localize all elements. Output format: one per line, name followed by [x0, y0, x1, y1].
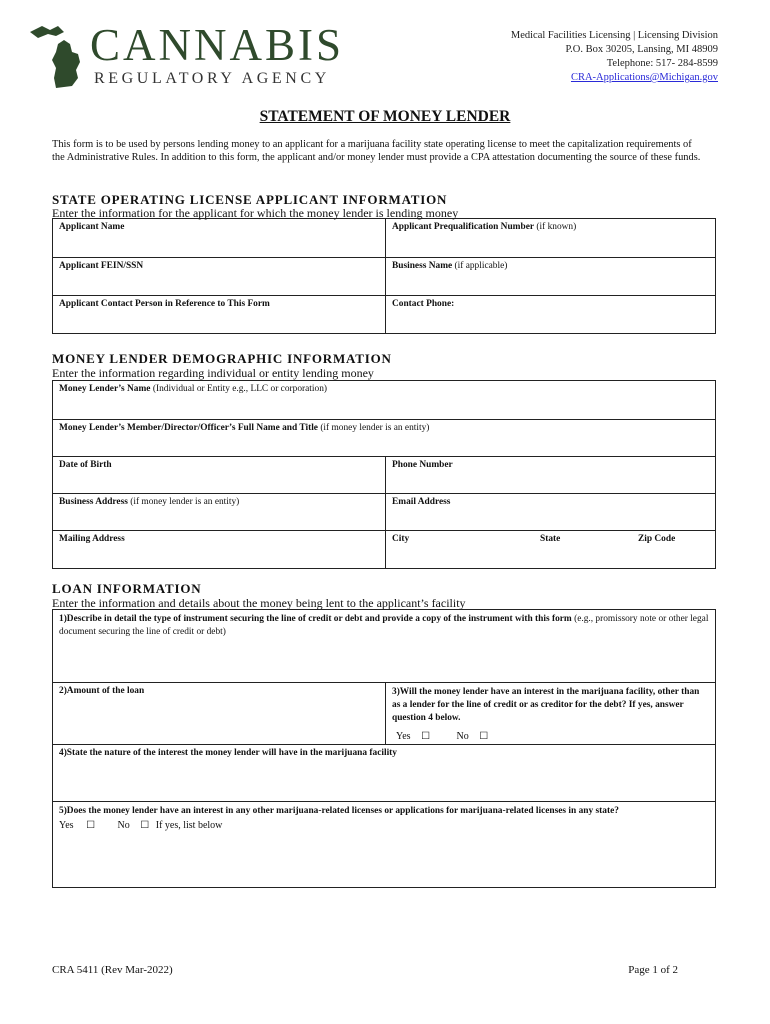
mailing-address-label: Mailing Address [59, 534, 125, 544]
form-number: CRA 5411 (Rev Mar-2022) [52, 964, 173, 976]
page-number: Page 1 of 2 [628, 964, 678, 976]
contact-phone-field[interactable] [385, 296, 715, 333]
email-link[interactable]: CRA-Applications@Michigan.gov [570, 72, 718, 83]
page-title: STATEMENT OF MONEY LENDER [259, 108, 511, 125]
contact-phone-label: Contact Phone: [392, 299, 455, 309]
fein-label: Applicant FEIN/SSN [59, 261, 144, 271]
q3-no-checkbox[interactable]: ☐ [479, 731, 489, 742]
michigan-map-logo-icon [28, 22, 88, 90]
business-name-label: Business Name [392, 261, 453, 271]
dob-label: Date of Birth [59, 460, 112, 470]
lender-name-note: (Individual or Entity e.g., LLC or corporation) [150, 384, 328, 394]
loan-amount-field[interactable] [53, 683, 385, 744]
q2-label: 2)Amount of the loan [59, 686, 145, 696]
q3-options [396, 730, 709, 743]
q5-list-label: If yes, list below [155, 820, 223, 831]
telephone-text: Telephone: 517- 284-8599 [606, 58, 718, 69]
applicant-section-heading: STATE OPERATING LICENSE APPLICANT INFORMATION [52, 192, 448, 207]
loan-info-table [52, 609, 716, 888]
q5-no-checkbox[interactable]: ☐ [140, 820, 150, 831]
state-label: State [540, 534, 561, 544]
q3-no-label: No [456, 731, 469, 742]
prequal-number-field[interactable] [385, 219, 715, 257]
lender-info-table [52, 380, 716, 569]
prequal-label: Applicant Prequalification Number [392, 222, 535, 232]
logo-title: CANNABIS [90, 20, 345, 70]
mailing-address-field[interactable] [53, 531, 385, 568]
q3-yes-label: Yes [396, 731, 411, 742]
applicant-name-field[interactable] [53, 219, 385, 257]
business-address-note: (if money lender is an entity) [127, 497, 240, 507]
city-label: City [392, 534, 410, 544]
business-address-label: Business Address [59, 497, 128, 507]
phone-number-field[interactable] [385, 457, 715, 493]
business-name-field[interactable] [385, 258, 715, 295]
lender-name-field[interactable] [53, 381, 715, 419]
business-address-field[interactable] [53, 494, 385, 530]
q1-label: 1)Describe in detail the type of instrument securing the line of credit or debt and provide a copy of the instrument with this form [59, 614, 572, 624]
lender-member-note: (if money lender is an entity) [317, 423, 430, 433]
email-address-field[interactable] [385, 494, 715, 530]
phone-label: Phone Number [392, 460, 453, 470]
q5-yes-checkbox[interactable]: ☐ [86, 820, 96, 831]
q1-note: (e.g., promissory note or other legal document securing the line of credit or debt) [59, 614, 709, 637]
lender-section-heading: MONEY LENDER DEMOGRAPHIC INFORMATION [52, 351, 392, 366]
zip-code-label: Zip Code [638, 534, 676, 544]
division-text: Medical Facilities Licensing | Licensing Division [510, 30, 718, 41]
instrument-description-field[interactable] [53, 610, 715, 682]
contact-person-field[interactable] [53, 296, 385, 333]
q3-yes-checkbox[interactable]: ☐ [421, 731, 431, 742]
loan-section-description: Enter the information and details about the money being lent to the applicant’s facility [52, 596, 466, 610]
business-name-note: (if applicable) [452, 261, 508, 271]
lender-member-label: Money Lender’s Member/Director/Officer’s Full Name and Title [59, 423, 318, 433]
q4-label: 4)State the nature of the interest the money lender will have in the marijuana facility [59, 748, 397, 758]
loan-section-heading: LOAN INFORMATION [52, 581, 202, 596]
intro-paragraph: This form is to be used by persons lending money to an applicant for a marijuana facility state operating license to meet the capitalization requirements of the Administrative Rules. In addition to this form, the applicant and/or money lender must provide a CPA attestation documenting the source of these funds. [52, 139, 701, 163]
q5-yes-label: Yes [59, 820, 74, 831]
address-text: P.O. Box 30205, Lansing, MI 48909 [565, 44, 718, 55]
date-of-birth-field[interactable] [53, 457, 385, 493]
lender-name-label: Money Lender’s Name [59, 384, 151, 394]
city-state-zip-field[interactable] [385, 531, 715, 568]
interest-question-cell [385, 683, 715, 744]
q5-options [59, 819, 709, 832]
applicant-info-table [52, 218, 716, 334]
q5-no-label: No [117, 820, 130, 831]
lender-section-description: Enter the information regarding individual or entity lending money [52, 366, 374, 380]
prequal-note: (if known) [534, 222, 577, 232]
agency-contact-block [511, 29, 718, 85]
lender-member-field[interactable] [53, 420, 715, 456]
fein-ssn-field[interactable] [53, 258, 385, 295]
q5-label: 5)Does the money lender have an interest in any other marijuana-related licenses or applications for marijuana-related licenses in any state? [59, 806, 619, 816]
email-address-label: Email Address [392, 497, 451, 507]
other-interests-field[interactable] [53, 802, 715, 887]
contact-person-label: Applicant Contact Person in Reference to This Form [59, 299, 270, 309]
q3-label: 3)Will the money lender have an interest in the marijuana facility, other than as a lender for the line of credit or as creditor for the debt? If yes, answer question 4 below. [392, 687, 700, 723]
interest-nature-field[interactable] [53, 745, 715, 801]
applicant-name-label: Applicant Name [59, 222, 125, 232]
logo-subtitle: REGULATORY AGENCY [94, 70, 330, 87]
applicant-section-description: Enter the information for the applicant for which the money lender is lending money [52, 206, 459, 220]
